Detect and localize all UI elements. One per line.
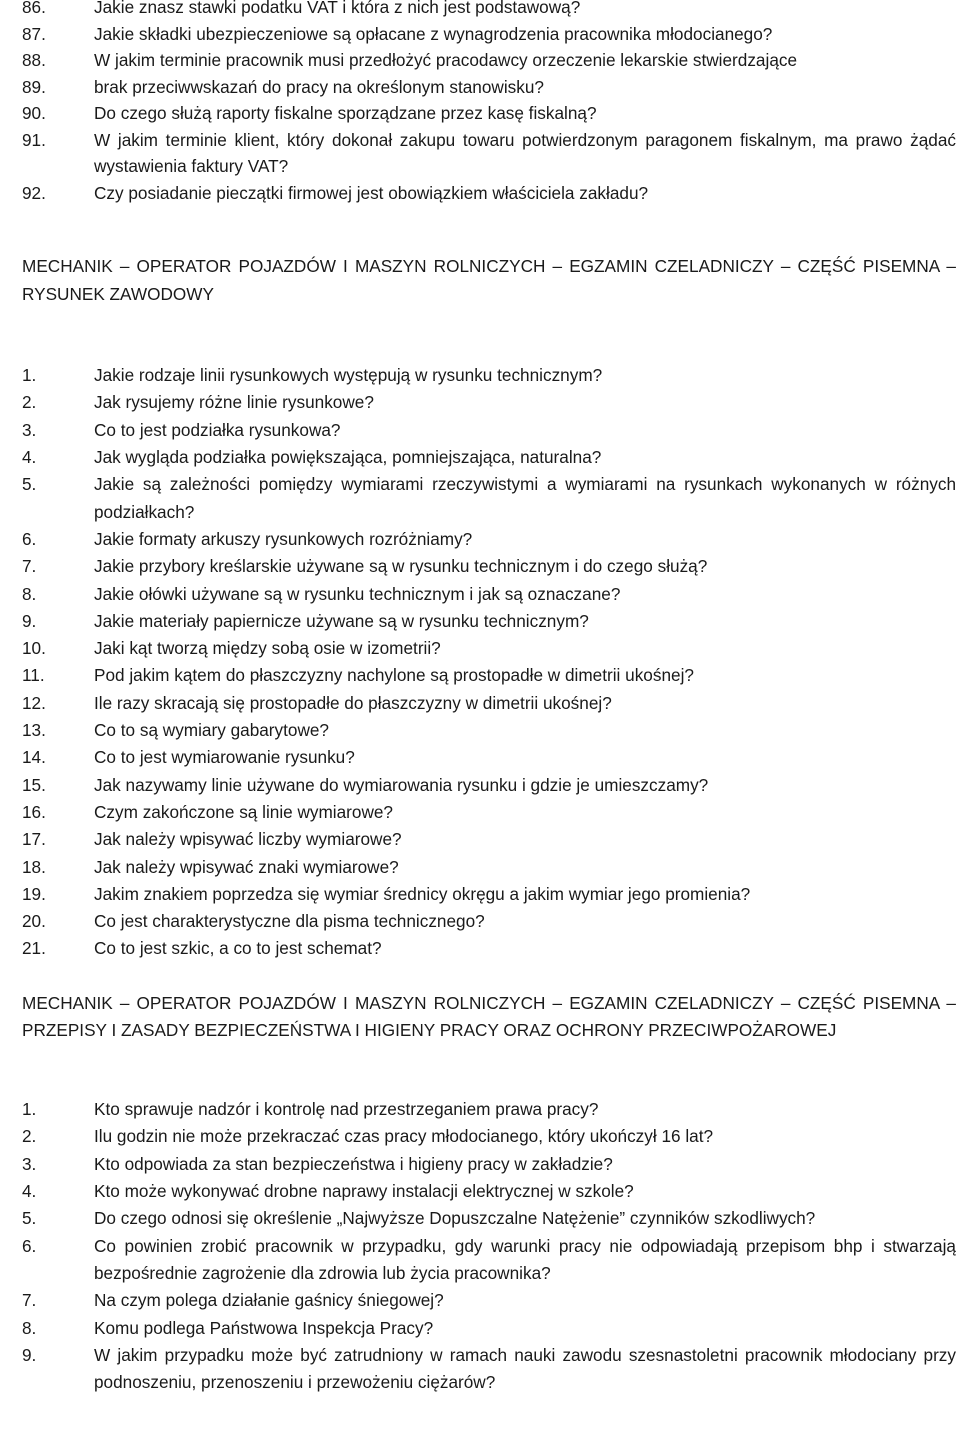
item-text: Jak należy wpisywać znaki wymiarowe? — [94, 856, 399, 877]
item-number: 18. — [22, 856, 46, 877]
item-text: Pod jakim kątem do płaszczyzny nachylone są prostopadłe w dimetrii ukośnej? — [94, 665, 694, 686]
item-text: W jakim terminie pracownik musi przedłożyć pracodawcy orzeczenie lekarskie stwierdzające — [94, 50, 798, 70]
list-item — [22, 581, 956, 608]
list-item — [22, 1315, 956, 1342]
item-text: Co to są wymiary gabarytowe? — [94, 720, 329, 741]
item-number: 14. — [22, 747, 46, 768]
item-number: 20. — [22, 911, 46, 932]
item-number: 2. — [22, 1126, 37, 1147]
question-list-safety — [22, 1096, 956, 1397]
item-text: Jakie ołówki używane są w rysunku technicznym i jak są oznaczane? — [94, 583, 621, 604]
item-text: Ile razy skracają się prostopadłe do płaszczyzny w dimetrii ukośnej? — [94, 692, 612, 713]
item-number: 8. — [22, 1317, 37, 1338]
item-text: Czym zakończone są linie wymiarowe? — [94, 801, 393, 822]
item-number: 17. — [22, 829, 46, 850]
item-number: 88. — [22, 50, 46, 70]
list-item — [22, 1287, 956, 1314]
item-text: W jakim przypadku może być zatrudniony w ramach nauki zawodu szesnastoletni pracownik młodociany przy podnoszeniu, przenoszeniu i przewożeniu ciężarów? — [94, 1345, 956, 1393]
item-number: 12. — [22, 692, 46, 713]
list-item — [22, 608, 956, 635]
list-item — [22, 1233, 956, 1288]
item-number: 9. — [22, 1345, 37, 1365]
item-number: 5. — [22, 1208, 37, 1229]
item-text: Jakie są zależności pomiędzy wymiarami rzeczywistymi a wymiarami na rysunkach wykonanych w różnych podziałkach? — [94, 474, 956, 522]
list-item — [22, 526, 956, 553]
item-text: W jakim terminie klient, który dokonał zakupu towaru potwierdzonym paragonem fiskalnym, ma prawo żądać wystawienia faktury VAT? — [94, 129, 956, 176]
list-item — [22, 799, 956, 826]
list-item — [22, 0, 956, 21]
item-number: 19. — [22, 883, 46, 904]
item-text: Do czego służą raporty fiskalne sporządzane przez kasę fiskalną? — [94, 103, 597, 123]
list-item — [22, 772, 956, 799]
item-number: 11. — [22, 665, 45, 686]
item-number: 3. — [22, 419, 37, 440]
document-page — [22, 0, 956, 1397]
item-text: Do czego odnosi się określenie „Najwyższe Dopuszczalne Natężenie” czynników szkodliwych? — [94, 1208, 816, 1229]
item-text: Kto sprawuje nadzór i kontrolę nad przestrzeganiem prawa pracy? — [94, 1098, 599, 1119]
item-text: Kto odpowiada za stan bezpieczeństwa i higieny pracy w zakładzie? — [94, 1153, 613, 1174]
item-text: Co to jest podziałka rysunkowa? — [94, 419, 341, 440]
list-item — [22, 935, 956, 962]
item-number: 91. — [22, 129, 46, 150]
section-heading-safety: MECHANIK – OPERATOR POJAZDÓW I MASZYN ROLNICZYCH – EGZAMIN CZELADNICZY – CZĘŚĆ PISEMNA – PRZEPISY I ZASADY BEZPIECZEŃSTWA I HIGIENY PRACY ORAZ OCHRONY PRZECIWPOŻAROWEJ — [22, 992, 956, 1041]
list-item — [22, 127, 956, 180]
list-item — [22, 854, 956, 881]
list-item — [22, 444, 956, 471]
item-number: 4. — [22, 1180, 37, 1201]
item-text: Jak wygląda podziałka powiększająca, pomniejszająca, naturalna? — [94, 447, 602, 468]
item-text: Kto może wykonywać drobne naprawy instalacji elektrycznej w szkole? — [94, 1180, 634, 1201]
section-heading-drawing: MECHANIK – OPERATOR POJAZDÓW I MASZYN ROLNICZYCH – EGZAMIN CZELADNICZY – CZĘŚĆ PISEMNA – RYSUNEK ZAWODOWY — [22, 256, 956, 304]
item-number: 21. — [22, 938, 46, 959]
list-item — [22, 635, 956, 662]
list-item — [22, 690, 956, 717]
item-number: 7. — [22, 1290, 37, 1311]
item-text: Jakie materiały papiernicze używane są w rysunku technicznym? — [94, 610, 589, 631]
item-text: Co jest charakterystyczne dla pisma technicznego? — [94, 911, 485, 932]
list-item — [22, 362, 956, 389]
item-text: Jak nazywamy linie używane do wymiarowania rysunku i gdzie je umieszczamy? — [94, 774, 709, 795]
list-item — [22, 717, 956, 744]
list-item — [22, 1151, 956, 1178]
list-item — [22, 881, 956, 908]
item-number: 90. — [22, 103, 46, 123]
list-item — [22, 21, 956, 48]
item-number: 92. — [22, 182, 46, 203]
item-number: 2. — [22, 392, 37, 413]
item-number: 89. — [22, 76, 46, 97]
list-item — [22, 826, 956, 853]
item-text: Jakie znasz stawki podatku VAT i która z nich jest podstawową? — [94, 0, 581, 17]
list-item — [22, 1178, 956, 1205]
item-text: brak przeciwwskazań do pracy na określonym stanowisku? — [94, 76, 544, 97]
list-item — [22, 74, 956, 101]
question-list-tax — [22, 0, 956, 206]
item-number: 8. — [22, 583, 37, 604]
list-item — [22, 908, 956, 935]
list-item — [22, 1342, 956, 1397]
item-number: 6. — [22, 1235, 37, 1256]
item-text: Jakie składki ubezpieczeniowe są opłacane z wynagrodzenia pracownika młodocianego? — [94, 23, 773, 44]
item-text: Co to jest wymiarowanie rysunku? — [94, 747, 355, 768]
item-text: Jak rysujemy różne linie rysunkowe? — [94, 392, 374, 413]
item-text: Ilu godzin nie może przekraczać czas pracy młodocianego, który ukończył 16 lat? — [94, 1126, 714, 1147]
list-item — [22, 1205, 956, 1232]
item-number: 6. — [22, 528, 37, 549]
item-number: 1. — [22, 365, 37, 386]
item-number: 15. — [22, 774, 46, 795]
item-number: 9. — [22, 610, 37, 631]
item-number: 86. — [22, 0, 46, 17]
list-item — [22, 180, 956, 207]
item-number: 16. — [22, 801, 46, 822]
item-text: Jakie rodzaje linii rysunkowych występują w rysunku technicznym? — [94, 365, 603, 386]
item-text: Jakie formaty arkuszy rysunkowych rozróżniamy? — [94, 528, 473, 549]
question-list-drawing — [22, 362, 956, 963]
list-item — [22, 417, 956, 444]
list-item — [22, 744, 956, 771]
item-text: Komu podlega Państwowa Inspekcja Pracy? — [94, 1317, 434, 1338]
list-item — [22, 47, 956, 74]
item-number: 1. — [22, 1098, 37, 1119]
item-text: Jak należy wpisywać liczby wymiarowe? — [94, 829, 402, 850]
item-number: 3. — [22, 1153, 37, 1174]
item-number: 87. — [22, 23, 46, 44]
item-number: 10. — [22, 638, 46, 659]
item-number: 4. — [22, 447, 37, 468]
item-text: Co to jest szkic, a co to jest schemat? — [94, 938, 382, 959]
list-item — [22, 1123, 956, 1150]
item-number: 7. — [22, 556, 37, 577]
item-text: Jakim znakiem poprzedza się wymiar średnicy okręgu a jakim wymiar jego promienia? — [94, 883, 751, 904]
item-text: Na czym polega działanie gaśnicy śniegowej? — [94, 1290, 444, 1311]
list-item — [22, 1096, 956, 1123]
list-item — [22, 662, 956, 689]
list-item — [22, 553, 956, 580]
item-text: Co powinien zrobić pracownik w przypadku, gdy warunki pracy nie odpowiadają przepisom bhp i stwarzają bezpośrednie zagrożenie dla zdrowia lub życia pracownika? — [94, 1235, 956, 1283]
item-number: 5. — [22, 474, 37, 495]
item-text: Jaki kąt tworzą między sobą osie w izometrii? — [94, 638, 441, 659]
item-text: Czy posiadanie pieczątki firmowej jest obowiązkiem właściciela zakładu? — [94, 182, 649, 203]
list-item — [22, 100, 956, 127]
list-item — [22, 471, 956, 526]
list-item — [22, 389, 956, 416]
item-text: Jakie przybory kreślarskie używane są w rysunku technicznym i do czego służą? — [94, 556, 708, 577]
item-number: 13. — [22, 720, 46, 741]
